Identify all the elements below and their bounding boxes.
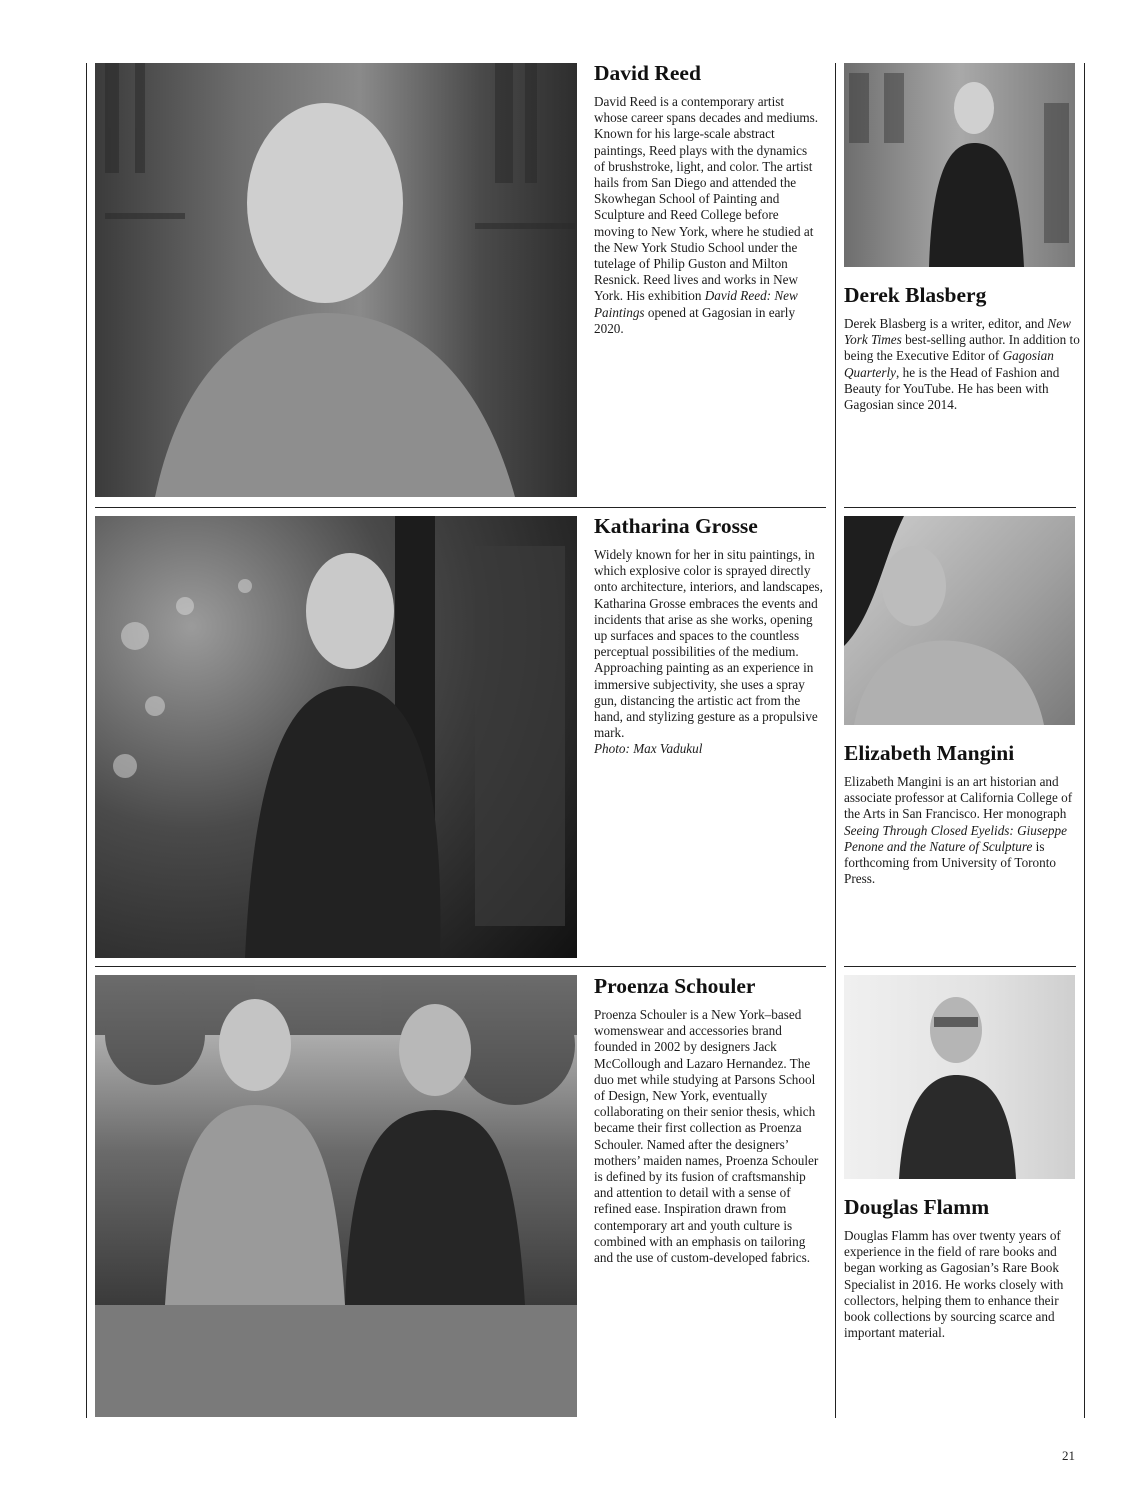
contributor-bio: Widely known for her in situ paintings, in which explosive color is sprayed directly onto architecture, interiors, and landscapes, Katharina Grosse embraces the events and incidents that arise as she works, opening up surfaces and spaces to the countless perceptual possibilities of the medium. Approaching painting as an experience in immersive subjectivity, she uses a spray gun, distancing the artistic act from the hand, and stylizing gesture as a propulsive mark. Photo: Max Vadukul [594,547,823,757]
column-divider-rule [835,63,836,1418]
italic-title: David Reed: New Paintings [594,288,798,320]
contributor-name: Douglas Flamm [844,1195,990,1219]
douglas-flamm-portrait-photo [844,975,1075,1179]
contributor-bio: Douglas Flamm has over twenty years of experience in the field of rare books and began working as Gagosian’s Rare Book Specialist in 2016. He works closely with collectors, helping them to enhance their book collections by sourcing scarce and important material. [844,1228,1064,1341]
contributor-bio: Derek Blasberg is a writer, editor, and New York Times best-selling author. In addition to being the Executive Editor of Gagosian Quarterly, he is the Head of Fashion and Beauty for YouTube. He has been with Gagosian since 2014. [844,316,1080,413]
row-separator-right [844,507,1076,508]
contributor-bio: David Reed is a contemporary artist whose career spans decades and mediums. Known for his large-scale abstract paintings, Reed plays with the dynamics of brushstroke, light, and color. The artist hails from San Diego and attended the Skowhegan School of Painting and Sculpture and Reed College before moving to New York, where he studied at the New York Studio School under the tutelage of Philip Guston and Milton Resnick. Reed lives and works in New York. His exhibition David Reed: New Paintings opened at Gagosian in early 2020. [594,94,819,336]
portrait-photo-icon [95,63,577,497]
contributor-name: Elizabeth Mangini [844,741,1015,765]
portrait-photo-icon [95,516,577,958]
italic-title: Seeing Through Closed Eyelids: Giuseppe Penone and the Nature of Sculpture [844,822,1067,854]
katharina-grosse-portrait-photo [95,516,577,958]
row-separator-left [95,966,826,967]
derek-blasberg-portrait-photo [844,63,1075,267]
contributor-name: Katharina Grosse [594,514,758,538]
contributor-name: David Reed [594,61,701,85]
portrait-photo-icon [844,63,1075,267]
photo-credit: Photo: Max Vadukul [594,741,703,757]
left-margin-rule [86,63,87,1418]
italic-title: Gagosian Quarterly [844,348,1054,380]
contributor-bio: Proenza Schouler is a New York–based womenswear and accessories brand founded in 2002 by designers Jack McCollough and Lazaro Hernandez. The duo met while studying at Parsons School of Design, New York, eventually collaborating on their senior thesis, which became their first collection as Proenza Schouler. Named after the designers’ mothers’ maiden names, Proenza Schouler is defined by its fusion of craftsmanship and attention to detail with a sense of refined ease. Inspiration drawn from contemporary art and youth culture is combined with an emphasis on tailoring and the use of custom-developed fabrics. [594,1007,819,1266]
proenza-schouler-portrait-photo [95,975,577,1417]
portrait-photo-icon [95,975,577,1417]
elizabeth-mangini-portrait-photo [844,516,1075,725]
right-margin-rule [1084,63,1085,1418]
contributor-name: Proenza Schouler [594,974,756,998]
contributor-name: Derek Blasberg [844,283,987,307]
portrait-photo-icon [844,516,1075,725]
david-reed-portrait-photo [95,63,577,497]
row-separator-left [95,507,826,508]
portrait-photo-icon [844,975,1075,1179]
contributor-bio: Elizabeth Mangini is an art historian and associate professor at California College of the Arts in San Francisco. Her monograph Seeing Through Closed Eyelids: Giuseppe Penone and the Nature of Sculpture is forthcoming from University of Toronto Press. [844,774,1073,887]
page-number: 21 [1062,1448,1075,1463]
italic-title: New York Times [844,316,1071,348]
row-separator-right [844,966,1076,967]
